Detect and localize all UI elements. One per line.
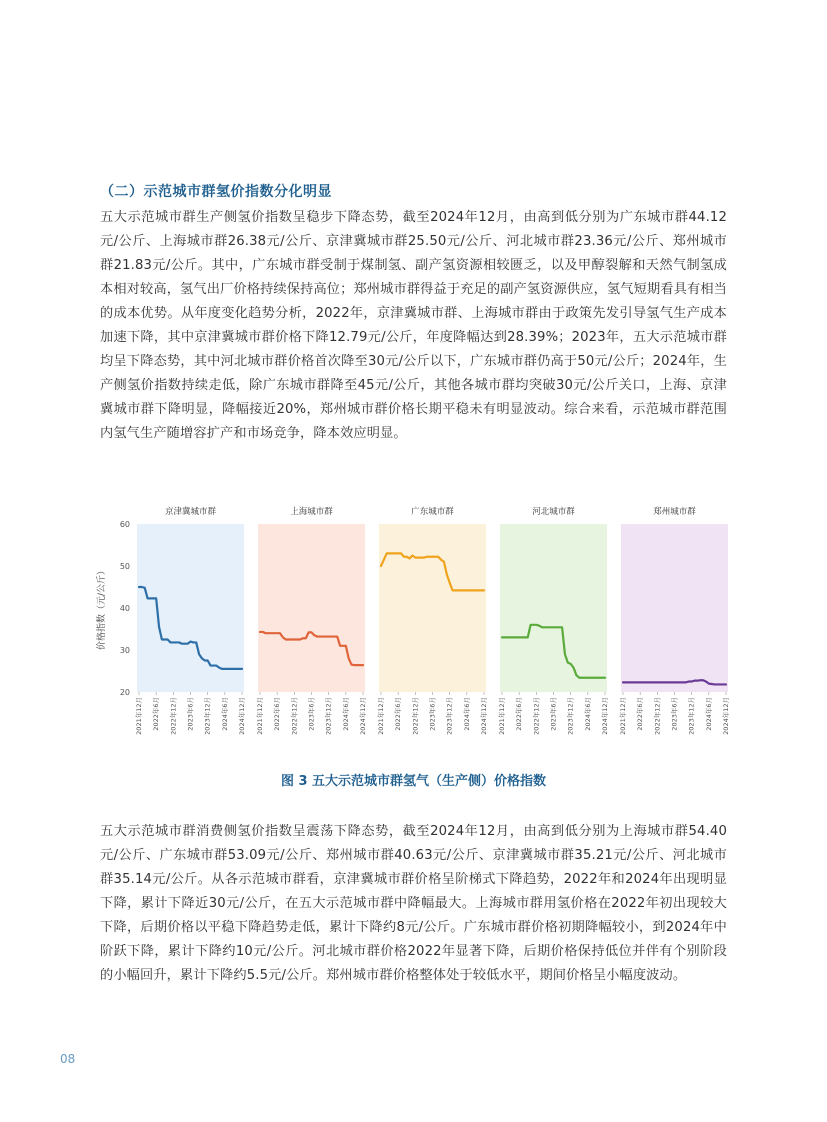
x-tick-label: 2021年12月 (256, 697, 264, 735)
chart-panel-1 (134, 506, 246, 735)
panel-background (137, 524, 244, 692)
panel-title: 河北城市群 (532, 507, 575, 517)
panel-background (500, 524, 607, 692)
x-tick-label: 2021年12月 (377, 697, 385, 735)
panel-title: 郑州城市群 (653, 507, 696, 517)
chart-panel-4 (497, 506, 609, 735)
x-tick-label: 2022年6月 (636, 697, 645, 731)
x-tick-label: 2022年6月 (152, 697, 161, 731)
x-tick-label: 2022年6月 (273, 697, 282, 731)
panel-background (379, 524, 486, 692)
chart-panels (134, 506, 730, 735)
panel-title: 上海城市群 (290, 507, 333, 517)
x-tick-label: 2023年6月 (307, 697, 316, 731)
x-tick-label: 2024年6月 (583, 697, 592, 731)
x-tick-label: 2023年12月 (203, 697, 212, 735)
x-tick-label: 2023年6月 (670, 697, 679, 731)
x-tick-label: 2023年12月 (687, 697, 696, 735)
x-tick-label: 2022年6月 (515, 697, 524, 731)
y-tick-label: 20 (119, 688, 130, 697)
x-tick-label: 2023年12月 (445, 697, 454, 735)
x-tick-label: 2023年6月 (428, 697, 437, 731)
panel-title: 广东城市群 (411, 507, 454, 517)
paragraph-production-side: 五大示范城市群生产侧氢价指数呈稳步下降态势，截至2024年12月，由高到低分别为广东城市群44.12元/公斤、上海城市群26.38元/公斤、京津冀城市群25.50元/公斤、河北城市群23.36元/公斤、郑州城市群21.83元/公斤。其中，广东城市群受制于煤制氢、副产氢资源相较匮乏，以及甲醇裂解和天然气制氢成本相对较高，氢气出厂价格持续保持高位；郑州城市群得益于充足的副产氢资源供应，氢气短期看具有相当的成本优势。从年度变化趋势分析，2022年，京津冀城市群、上海城市群由于政策先发引导氢气生产成本加速下降，其中京津冀城市群价格下降12.79元/公斤，年度降幅达到28.39%；2023年，五大示范城市群均呈下降态势，其中河北城市群价格首次降至30元/公斤以下，广东城市群仍高于50元/公斤；2024年，生产侧氢价指数持续走低，除广东城市群降至45元/公斤，其他各城市群均突破30元/公斤关口，上海、京津冀城市群下降明显，降幅接近20%，郑州城市群价格长期平稳未有明显波动。综合来看，示范城市群范围内氢气生产随增容扩产和市场竞争，降本效应明显。 (100, 210, 727, 441)
x-tick-label: 2024年6月 (462, 697, 471, 731)
x-tick-label: 2024年6月 (220, 697, 229, 731)
chart-panel-2 (255, 506, 367, 735)
x-tick-label: 2021年12月 (135, 697, 143, 735)
y-tick-label: 40 (119, 604, 130, 613)
chart-panel-5 (618, 506, 730, 735)
x-tick-label: 2021年12月 (619, 697, 627, 735)
chart-y-ticks (120, 520, 130, 697)
x-tick-label: 2023年6月 (186, 697, 195, 731)
x-tick-label: 2022年12月 (411, 697, 420, 735)
hydrogen-price-index-chart (90, 500, 735, 750)
chart-y-axis-label: 价格指数（元/公斤） (97, 565, 107, 651)
x-tick-label: 2024年12月 (480, 697, 488, 735)
y-tick-label: 50 (119, 562, 130, 571)
x-tick-label: 2024年12月 (722, 697, 730, 735)
panel-title: 京津冀城市群 (164, 507, 217, 517)
section-heading: （二）示范城市群氢价指数分化明显 (100, 184, 332, 200)
figure-caption: 图 3 五大示范城市群氢气（生产侧）价格指数 (280, 774, 547, 789)
x-tick-label: 2023年6月 (549, 697, 558, 731)
paragraph-consumption-side: 五大示范城市群消费侧氢价指数呈震荡下降态势，截至2024年12月，由高到低分别为上海城市群54.40元/公斤、广东城市群53.09元/公斤、郑州城市群40.63元/公斤、京津冀城市群35.21元/公斤、河北城市群35.14元/公斤。从各示范城市群看，京津冀城市群价格呈阶梯式下降趋势，2022年和2024年出现明显下降，累计下降近30元/公斤，在五大示范城市群中降幅最大。上海城市群用氢价格在2022年初出现较大下降，后期价格以平稳下降趋势走低，累计下降约8元/公斤。广东城市群价格初期降幅较小，到2024年中阶跃下降，累计下降约10元/公斤。河北城市群价格2022年显著下降，后期价格保持低位并伴有个别阶段的小幅回升，累计下降约5.5元/公斤。郑州城市群价格整体处于较低水平，期间价格呈小幅度波动。 (100, 824, 727, 983)
panel-background (258, 524, 365, 692)
x-tick-label: 2024年6月 (341, 697, 350, 731)
x-tick-label: 2024年12月 (601, 697, 609, 735)
chart-panel-3 (376, 506, 488, 735)
x-tick-label: 2021年12月 (498, 697, 506, 735)
x-tick-label: 2024年12月 (238, 697, 246, 735)
x-tick-label: 2022年12月 (290, 697, 299, 735)
x-tick-label: 2023年12月 (566, 697, 575, 735)
page-number: 08 (60, 1052, 76, 1066)
x-tick-label: 2022年12月 (532, 697, 541, 735)
x-tick-label: 2024年12月 (359, 697, 367, 735)
y-tick-label: 30 (119, 646, 130, 655)
y-tick-label: 60 (119, 520, 130, 529)
panel-background (621, 524, 728, 692)
x-tick-label: 2022年12月 (653, 697, 662, 735)
x-tick-label: 2023年12月 (324, 697, 333, 735)
x-tick-label: 2024年6月 (704, 697, 713, 731)
x-tick-label: 2022年6月 (394, 697, 403, 731)
x-tick-label: 2022年12月 (169, 697, 178, 735)
